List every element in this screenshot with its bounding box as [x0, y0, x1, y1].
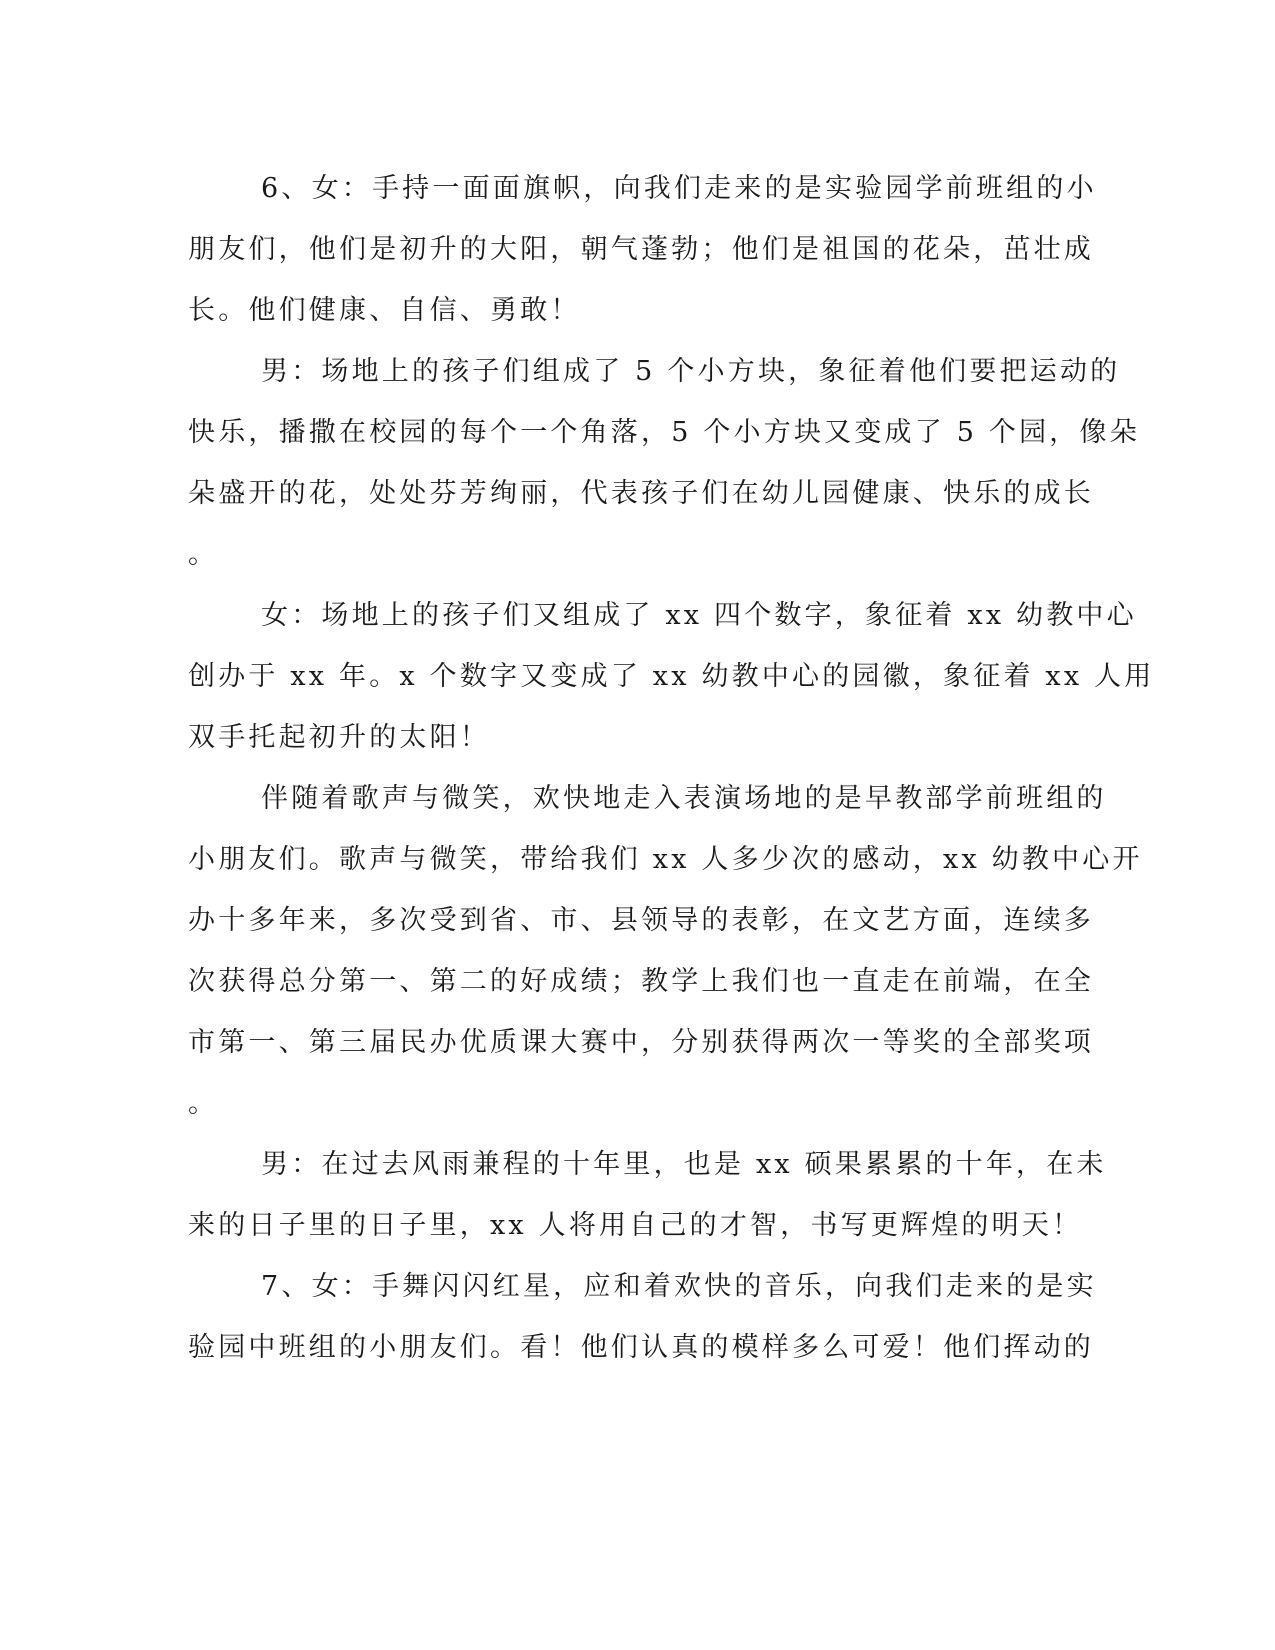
paragraph-line: 朋友们，他们是初升的大阳，朝气蓬勃；他们是祖国的花朵，茁壮成 — [188, 234, 1094, 265]
paragraph-line: 7、女：手舞闪闪红星，应和着欢快的音乐，向我们走来的是实 — [261, 1271, 1097, 1302]
paragraph-line: 朵盛开的花，处处芬芳绚丽，代表孩子们在幼儿园健康、快乐的成长 — [188, 478, 1094, 509]
paragraph-line: 男：场地上的孩子们组成了 5 个小方块，象征着他们要把运动的 — [261, 356, 1121, 387]
paragraph-line: 6、女：手持一面面旗帜，向我们走来的是实验园学前班组的小 — [261, 173, 1097, 204]
paragraph-line: 。 — [188, 1088, 219, 1119]
paragraph-line: 次获得总分第一、第二的好成绩；教学上我们也一直走在前端，在全 — [188, 966, 1094, 997]
paragraph-line: 小朋友们。歌声与微笑，带给我们 xx 人多少次的感动，xx 幼教中心开 — [188, 844, 1143, 875]
paragraph-line: 。 — [188, 539, 219, 570]
paragraph-line: 验园中班组的小朋友们。看！他们认真的模样多么可爱！他们挥动的 — [188, 1332, 1094, 1363]
paragraph-line: 办十多年来，多次受到省、市、县领导的表彰，在文艺方面，连续多 — [188, 905, 1094, 936]
document-body — [188, 158, 1155, 1378]
paragraph-line: 男：在过去风雨兼程的十年里，也是 xx 硕果累累的十年，在未 — [261, 1149, 1107, 1180]
paragraph-line: 快乐，播撒在校园的每个一个角落，5 个小方块又变成了 5 个园，像朵 — [188, 417, 1140, 448]
paragraph-line: 创办于 xx 年。x 个数字又变成了 xx 幼教中心的园徽，象征着 xx 人用 — [188, 661, 1155, 692]
paragraph-line: 女：场地上的孩子们又组成了 xx 四个数字，象征着 xx 幼教中心 — [261, 600, 1137, 631]
paragraph-line: 双手托起初升的太阳！ — [188, 722, 490, 753]
paragraph-line: 市第一、第三届民办优质课大赛中，分别获得两次一等奖的全部奖项 — [188, 1027, 1094, 1058]
paragraph-line: 伴随着歌声与微笑，欢快地走入表演场地的是早教部学前班组的 — [261, 783, 1107, 814]
paragraph-line: 来的日子里的日子里，xx 人将用自己的才智，书写更辉煌的明天！ — [188, 1210, 1083, 1241]
paragraph-line: 长。他们健康、自信、勇敢！ — [188, 295, 581, 326]
